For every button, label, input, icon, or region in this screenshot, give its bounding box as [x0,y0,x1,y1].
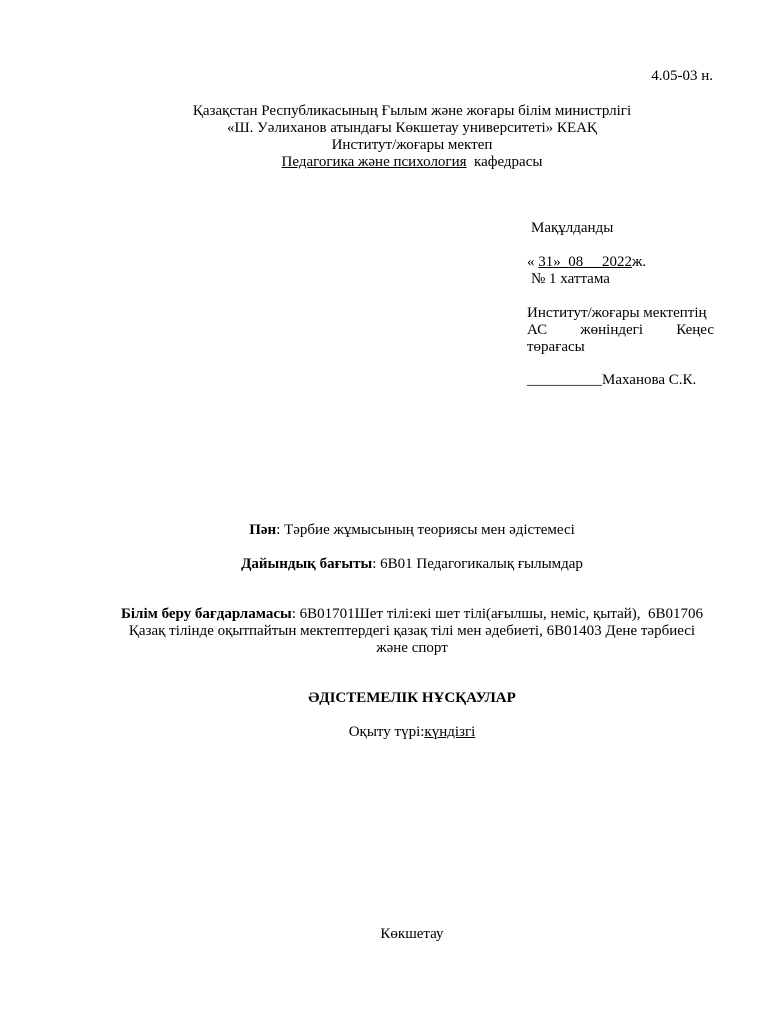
date-month-year: 08 2022 [568,254,632,270]
date-open: « [527,254,539,270]
department-line [60,154,764,171]
program-line-3: және спорт [376,640,448,656]
signature-block [527,372,714,389]
direction-value: : 6В01 Педагогикалық ғылымдар [372,556,583,572]
program-label: Білім беру бағдарламасы [120,606,292,622]
council-line-1: Институт/жоғары мектептің [527,305,707,321]
institute-line: Институт/жоғары мектеп [331,137,493,153]
protocol-number: № 1 хаттама [531,271,610,287]
signer-name: Маханова С.К. [602,372,697,388]
study-form-label: Оқыту түрі: [348,724,425,740]
subject-value: : Тәрбие жұмысының теориясы мен әдістемесі [276,522,575,538]
approval-date [527,254,714,271]
department-suffix: кафедрасы [474,154,543,170]
university-line: «Ш. Уәлиханов атындағы Көкшетау университеті» КЕАҚ [227,120,597,136]
council-line-3: төрағасы [527,339,585,355]
program-value-1: : 6В01701Шет тілі:екі шет тілі(ағылшы, неміс, қытай), 6В01706 [291,606,704,622]
department-name: Педагогика және психология [281,154,467,170]
signature-line: __________ [527,372,602,388]
ministry-line: Қазақстан Республикасының Ғылым және жоғары білім министрлігі [192,103,632,119]
subject-label: Пән [249,522,277,538]
city-line: Көкшетау [380,926,444,942]
program-line-2: Қазақ тілінде оқытпайтын мектептердегі қазақ тілі мен әдебиеті, 6В01403 Дене тәрбиесі [128,623,696,639]
approval-title: Мақұлданды [531,220,614,236]
direction-label: Дайындық бағыты [241,556,373,572]
council-line-2: АС жөніндегі Кеңес [527,322,714,338]
study-form-value: күндізгі [424,724,476,740]
date-mid: » [553,254,569,270]
study-form-line [60,724,764,741]
document-title [60,690,764,707]
subject-line [60,522,764,539]
program-line-1 [60,606,764,623]
date-day: 31 [538,254,554,270]
document-code: 4.05-03 н. [651,68,713,84]
document-title-text: ӘДІСТЕМЕЛІК НҰСҚАУЛАР [308,690,516,706]
date-year-suffix: ж. [632,254,647,270]
direction-line [60,556,764,573]
